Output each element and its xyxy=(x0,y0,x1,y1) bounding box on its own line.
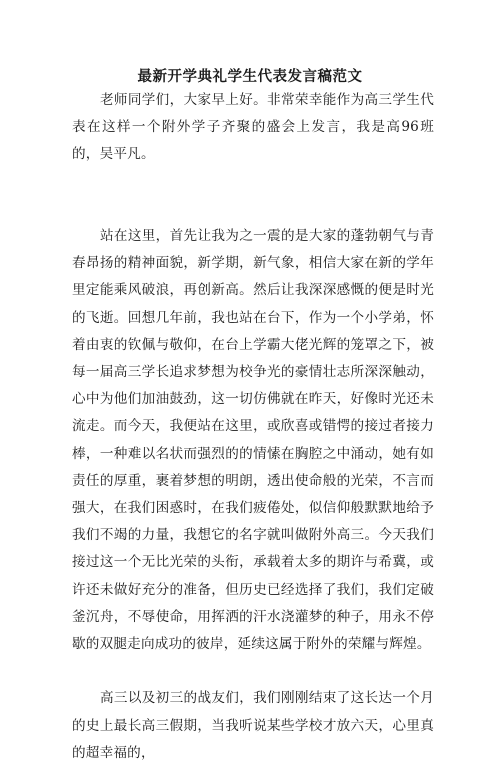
paragraph-main: 站在这里，首先让我为之一震的是大家的蓬勃朝气与青春昂扬的精神面貌，新学期，新气象，相信大家在新的学年里定能乘风破浪，再创新高。然后让我深深感慨的便是时光的飞逝。回想几年前，我也站在台下，作为一个小学弟，怀着由衷的钦佩与敬仰，在台上学霸大佬光辉的笼罩之下，被每一届高三学长追求梦想为校争光的豪情壮志所深深触动，心中为他们加油鼓劲，这一切仿佛就在昨天，好像时光还未流走。而今天，我便站在这里，或欣喜或错愕的接过者接力棒，一种难以名状而强烈的的情愫在胸腔之中涌动，她有如责任的厚重，裹着梦想的明朗，透出使命般的光荣，不言而强大，在我们困惑时，在我们疲倦处，似信仰般默默地给予我们不竭的力量，我想它的名字就叫做附外高三。今天我们接过这一个无比光荣的头衔，承载着太多的期许与希冀，或许还未做好充分的准备，但历史已经选择了我们，我们定破釜沉舟，不辱使命，用挥洒的汗水浇灌梦的种子，用永不停歇的双腿走向成功的彼岸，延续这属于附外的荣耀与辉煌。 xyxy=(72,227,434,653)
paragraph-greeting: 老师同学们，大家早上好。非常荣幸能作为高三学生代表在这样一个附外学子齐聚的盛会上发言，我是高96班的，吴平凡。 xyxy=(72,92,434,163)
paragraph-closing: 高三以及初三的战友们，我们刚刚结束了这长达一个月的史上最长高三假期，当我听说某些学校才放六天，心里真的超幸福的， xyxy=(72,690,434,761)
paragraph-spacer xyxy=(72,169,434,196)
paragraph-spacer xyxy=(72,658,434,685)
document-body xyxy=(72,87,434,767)
paragraph-spacer xyxy=(72,196,434,223)
document-title: 最新开学典礼学生代表发言稿范文 xyxy=(137,68,363,85)
